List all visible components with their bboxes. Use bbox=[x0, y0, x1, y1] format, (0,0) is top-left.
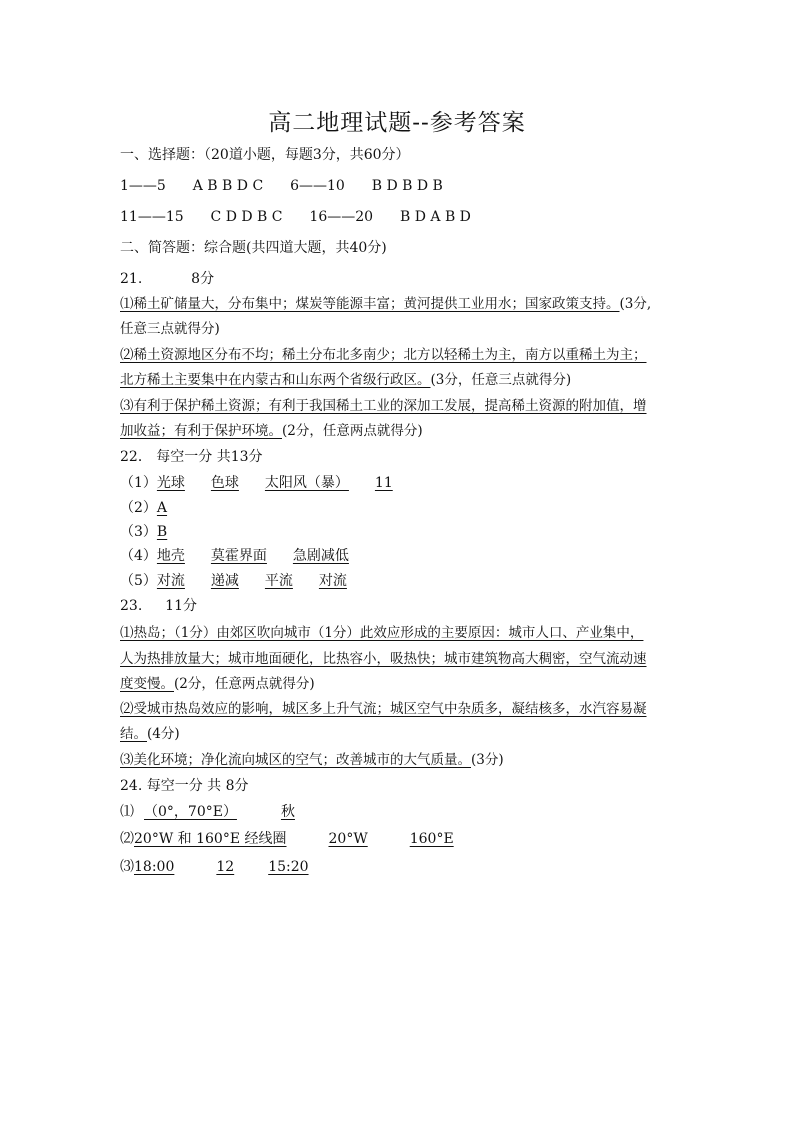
answer-blank: 急剧减低 bbox=[292, 548, 349, 564]
answer-blank: 12 bbox=[216, 859, 235, 875]
question-number: 23. bbox=[120, 598, 143, 614]
section2-heading: 二、简答题：综合题(共四道大题，共40分) bbox=[120, 240, 387, 256]
answer-blank: 11 bbox=[374, 475, 393, 491]
q22-header: 22． 每空一分 共13分 bbox=[120, 449, 263, 465]
answer-text: 北方稀土主要集中在内蒙古和山东两个省级行政区。 bbox=[120, 372, 431, 388]
row-label: （1） bbox=[120, 475, 157, 491]
answer-blank: 平流 bbox=[264, 573, 293, 589]
q22-row-3 bbox=[120, 523, 167, 541]
answer-blank: 对流 bbox=[156, 573, 185, 589]
row-label: （2） bbox=[120, 500, 157, 516]
section1-heading: 一、选择题：（20道小题，每题3分，共60分） bbox=[120, 147, 410, 163]
q21-part3-line2 bbox=[120, 422, 423, 440]
q22-row-4 bbox=[120, 547, 349, 565]
question-score: 8分 bbox=[191, 271, 215, 287]
mc-range: 16——20 bbox=[309, 209, 374, 225]
q23-part1-line2: 人为热排放量大；城市地面硬化，比热容小，吸热快；城市建筑物高大稠密，空气流动速 bbox=[120, 651, 647, 667]
mc-answers: C D D B C bbox=[210, 209, 283, 225]
answer-blank: 莫霍界面 bbox=[210, 548, 267, 564]
row-label: ⑵ bbox=[120, 831, 134, 847]
answer-text: 结。 bbox=[120, 726, 147, 742]
q24-header: 24. 每空一分 共 8分 bbox=[120, 778, 249, 794]
answer-blank: （0°，70°E） bbox=[144, 804, 237, 820]
row-label: ⑴ bbox=[120, 804, 134, 820]
answer-blank: 光球 bbox=[156, 475, 185, 491]
answer-blank: 160°E bbox=[409, 831, 454, 847]
q23-part3 bbox=[120, 751, 504, 769]
q21-part2-line1: ⑵稀土资源地区分布不均；稀土分布北多南少；北方以轻稀土为主，南方以重稀土为主； bbox=[120, 347, 647, 363]
row-label: （4） bbox=[120, 548, 157, 564]
score-note: (2分，任意两点就得分) bbox=[174, 676, 315, 692]
answer-blank: 18:00 bbox=[134, 859, 175, 875]
score-note: (4分) bbox=[147, 726, 180, 742]
mc-answers: A B B D C bbox=[192, 178, 264, 194]
mc-range: 11——15 bbox=[120, 209, 184, 225]
page-title: 高二地理试题--参考答案 bbox=[268, 110, 526, 136]
q22-row-5 bbox=[120, 572, 347, 590]
q21-part1-line2: 任意三点就得分) bbox=[120, 321, 220, 337]
q23-part1-line3 bbox=[120, 675, 315, 693]
answer-text: ⑴稀土矿储量大，分布集中；煤炭等能源丰富；黄河提供工业用水；国家政策支持。 bbox=[120, 296, 620, 312]
q23-part2-line2 bbox=[120, 725, 180, 743]
row-label: （5） bbox=[120, 573, 157, 589]
question-score: 11分 bbox=[165, 598, 197, 614]
q24-row-1 bbox=[120, 803, 295, 821]
answer-blank: 对流 bbox=[318, 573, 347, 589]
q21-part2-line2 bbox=[120, 371, 571, 389]
mc-answers-row-1 bbox=[120, 177, 443, 195]
row-label: （3） bbox=[120, 524, 157, 540]
answer-blank: A bbox=[156, 500, 168, 516]
q24-row-3 bbox=[120, 858, 309, 876]
answer-blank: 太阳风（暴） bbox=[264, 475, 349, 491]
answer-blank: 15:20 bbox=[268, 859, 309, 875]
q23-header bbox=[120, 597, 197, 615]
score-note: (3分) bbox=[471, 752, 504, 768]
score-note: (3分，任意三点就得分) bbox=[430, 372, 572, 388]
mc-answers: B D A B D bbox=[399, 209, 471, 225]
mc-range: 1——5 bbox=[120, 178, 166, 194]
answer-blank: 20°W 和 160°E 经线圈 bbox=[134, 831, 287, 847]
answer-blank: B bbox=[156, 524, 168, 540]
q21-header bbox=[120, 270, 214, 288]
score-note: (3分, bbox=[619, 296, 652, 312]
q23-part1-line1: ⑴热岛；（1分）由郊区吹向城市（1分）此效应形成的主要原因：城市人口、产业集中， bbox=[120, 625, 644, 641]
answer-blank: 色球 bbox=[210, 475, 239, 491]
answer-text: 加收益；有利于保护环境。 bbox=[120, 423, 282, 439]
answer-blank: 递减 bbox=[210, 573, 239, 589]
mc-range: 6——10 bbox=[290, 178, 345, 194]
mc-answers: B D B D B bbox=[371, 178, 443, 194]
q21-part1-line1 bbox=[120, 295, 651, 313]
q22-row-1 bbox=[120, 474, 393, 492]
score-note: (2分，任意两点就得分) bbox=[282, 423, 423, 439]
row-label: ⑶ bbox=[120, 859, 134, 875]
q24-row-2 bbox=[120, 830, 454, 848]
answer-blank: 秋 bbox=[280, 804, 295, 820]
q23-part2-line1: ⑵受城市热岛效应的影响，城区多上升气流；城区空气中杂质多，凝结核多，水汽容易凝 bbox=[120, 701, 647, 717]
question-number: 21. bbox=[120, 271, 143, 287]
mc-answers-row-2 bbox=[120, 208, 471, 226]
answer-text: ⑶美化环境；净化流向城区的空气；改善城市的大气质量。 bbox=[120, 752, 471, 768]
q22-row-2 bbox=[120, 499, 167, 517]
q21-part3-line1: ⑶有利于保护稀土资源；有利于我国稀土工业的深加工发展，提高稀土资源的附加值，增 bbox=[120, 398, 647, 414]
answer-text: 度变慢。 bbox=[120, 676, 174, 692]
answer-blank: 地壳 bbox=[156, 548, 185, 564]
answer-blank: 20°W bbox=[328, 831, 368, 847]
